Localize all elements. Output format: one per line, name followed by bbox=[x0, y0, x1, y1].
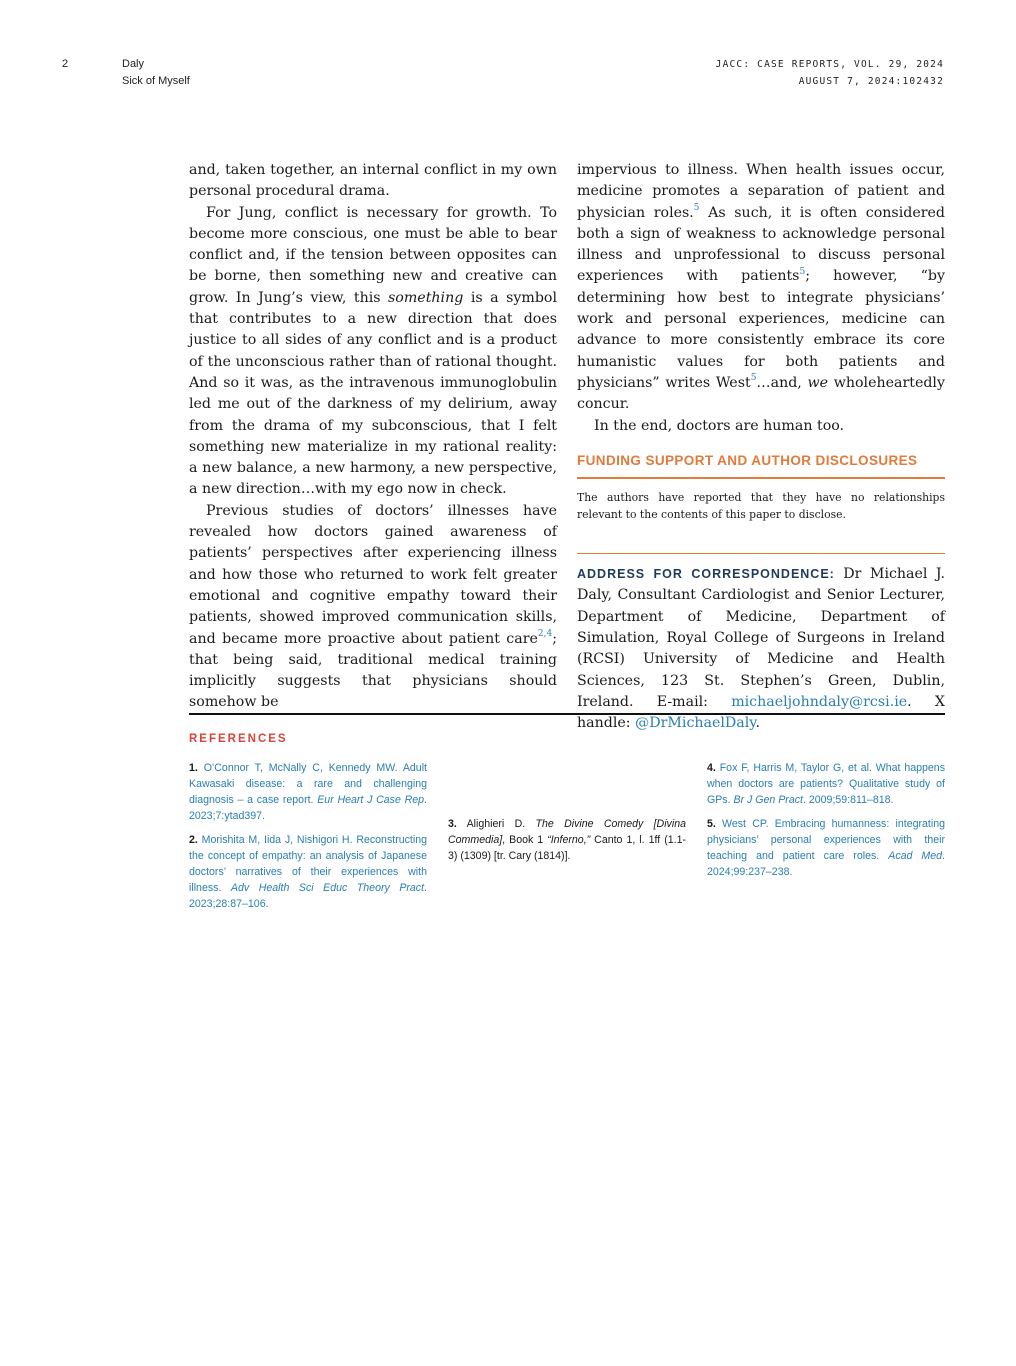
running-title: Sick of Myself bbox=[122, 75, 190, 87]
citation-link[interactable]: 5 bbox=[693, 202, 700, 213]
citation-link[interactable]: 5 bbox=[799, 266, 806, 277]
paragraph: Previous studies of doctors’ illnesses have revealed how doctors gained awareness of patients’ perspectives after experiencing illness and how those who returned to work felt greater emotional and cognitive empathy toward their patients, showed improved communication skills, and became more proactive about patient care$^{2,4}$; that being said, traditional medical training implicitly suggests that physicians should somehow be bbox=[189, 502, 557, 711]
email-link[interactable]: michaeljohndaly@rcsi.ie bbox=[731, 693, 908, 710]
journal-name: JACC: CASE REPORTS, VOL. 29, 2024 bbox=[715, 59, 944, 70]
correspondence-address: ADDRESS FOR CORRESPONDENCE: Dr Michael J. Daly, Consultant Cardiologist and Senior Lecturer, Department of Medicine, Department of Simulation, Royal College of Surgeons in Ireland (RCSI) University of Medicine and Health Sciences, 123 St. Stephen’s Green, Dublin, Ireland. E-mail: michaeljohndaly@rcsi.ie. X handle: @DrMichaelDaly. bbox=[577, 566, 946, 732]
x-handle-link[interactable]: @DrMichaelDaly bbox=[635, 715, 756, 732]
reference-item: 3. Alighieri D. The Divine Comedy [Divina Commedia], Book 1 “Inferno,” Canto 1, l. 1ff (1.1-3) (1309) [tr. Cary (1814)]. bbox=[448, 818, 686, 862]
paragraph: In the end, doctors are human too. bbox=[594, 417, 845, 434]
running-header-right bbox=[716, 56, 944, 90]
citation-link[interactable]: 5 bbox=[750, 373, 757, 384]
paragraph: For Jung, conflict is necessary for growth. To become more conscious, one must be able to bear conflict and, if the tension between opposites can be borne, then something new and creative can grow. In Jung’s view, this something is a symbol that contributes to a new direction that does justice to all sides of any conflict and is a product of the unconscious rather than of rational thought. And so it was, as the intravenous immunoglobulin led me out of the darkness of my delirium, away from the drama of my subconscious, that I felt something new materialize in my rational reality: a new balance, a new harmony, a new perspective, a new direction…with my ego now in check. bbox=[189, 204, 557, 498]
section-divider bbox=[577, 553, 945, 554]
reference-item[interactable]: 4. Fox F, Harris M, Taylor G, et al. What happens when doctors are patients? Qualitative study of GPs. Br J Gen Pract. 2009;59:811–818. bbox=[707, 762, 945, 806]
reference-item[interactable]: 5. West CP. Embracing humanness: integrating physicians’ personal experiences with their teaching and patient care roles. Acad Med. 2024;99:237–238. bbox=[707, 818, 945, 878]
paragraph: impervious to illness. When health issues occur, medicine promotes a separation of patient and physician roles.$^5$ As such, it is often considered both a sign of weakness to acknowledge personal illness and unprofessional to discuss personal experiences with patients$^5$; however, “by determining how best to integrate physicians’ work and personal experiences, medicine can advance to more consistently embrace its core humanistic values for both patients and physicians” writes West$^5$…and, we wholeheartedly concur. bbox=[577, 162, 945, 413]
funding-heading: FUNDING SUPPORT AND AUTHOR DISCLOSURES bbox=[577, 450, 945, 479]
references-column bbox=[448, 760, 686, 872]
references-column bbox=[707, 760, 945, 888]
references-column bbox=[189, 760, 427, 920]
body-column-right bbox=[577, 160, 945, 735]
reference-item[interactable]: 2. Morishita M, Iida J, Nishigori H. Reconstructing the concept of empathy: an analysis of Japanese doctors’ narratives of their experiences with illness. Adv Health Sci Educ Theory Pract. 2023;28:87–106. bbox=[189, 834, 427, 910]
body-column-left bbox=[189, 160, 557, 714]
references-divider bbox=[189, 713, 945, 715]
funding-text: The authors have reported that they have no relationships relevant to the contents of this paper to disclose. bbox=[577, 491, 945, 522]
citation-link[interactable]: 2,4 bbox=[537, 628, 553, 639]
reference-item[interactable]: 1. O’Connor T, McNally C, Kennedy MW. Adult Kawasaki disease: a rare and challenging diagnosis – a case report. Eur Heart J Case Rep. 2023;7:ytad397. bbox=[189, 762, 427, 822]
paragraph: and, taken together, an internal conflict in my own personal procedural drama. bbox=[189, 162, 557, 200]
page-number: 2 bbox=[62, 58, 69, 70]
article-date: AUGUST 7, 2024:102432 bbox=[798, 76, 944, 87]
references-heading: REFERENCES bbox=[189, 733, 288, 745]
address-label: ADDRESS FOR CORRESPONDENCE: bbox=[577, 567, 835, 582]
running-header-left bbox=[122, 56, 190, 90]
running-author: Daly bbox=[122, 58, 145, 70]
